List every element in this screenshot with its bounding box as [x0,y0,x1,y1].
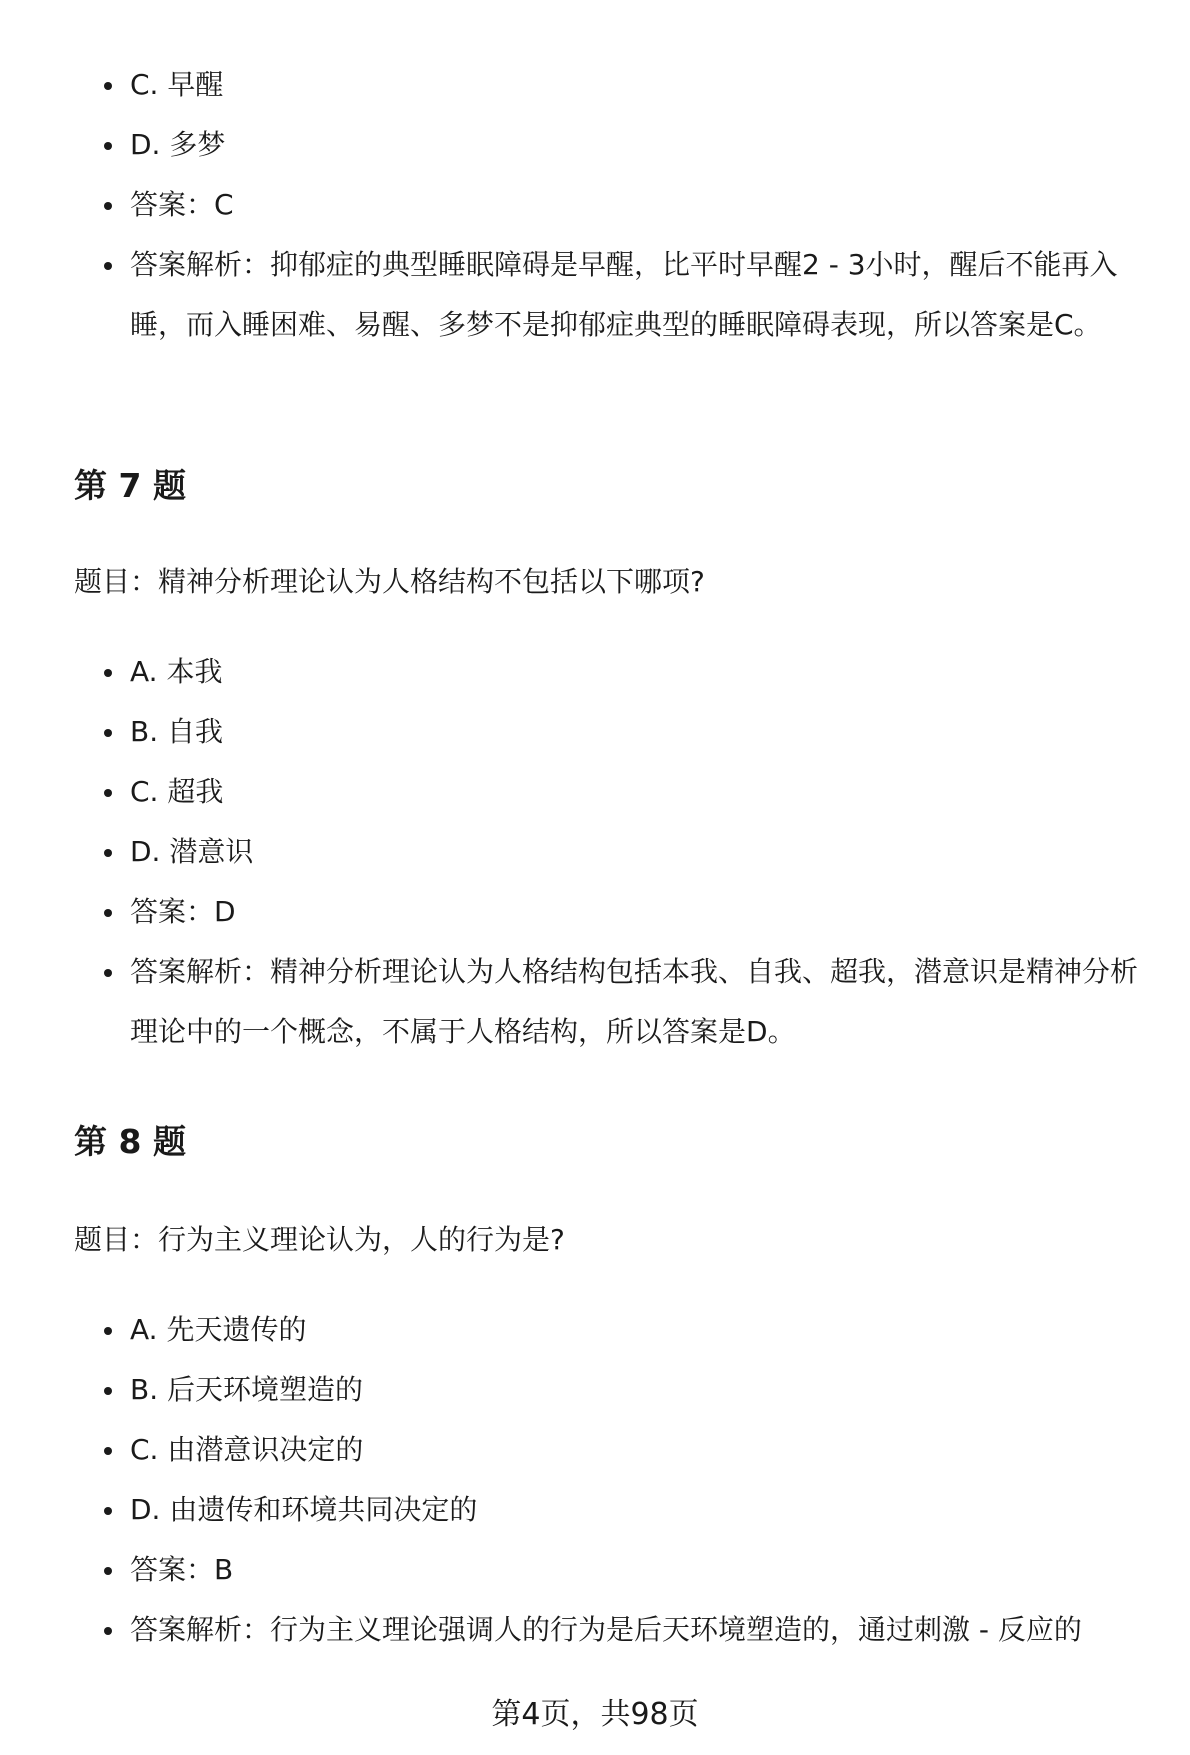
question-8-heading: 第 8 题 [74,1122,186,1161]
page-number-footer: 第4页，共98页 [491,1697,699,1732]
answer: 答案：B [0,1540,1190,1600]
answer: 答案：C [0,175,1190,235]
option-c: C. 早醒 [0,55,1190,115]
question-7-heading: 第 7 题 [74,466,186,505]
option-c: C. 由潜意识决定的 [0,1420,1190,1480]
option-a: A. 先天遗传的 [0,1300,1190,1360]
question-6-continuation-list [0,55,1190,355]
answer-explanation: 答案解析：抑郁症的典型睡眠障碍是早醒，比平时早醒2 - 3小时，醒后不能再入睡，而入睡困难、易醒、多梦不是抑郁症典型的睡眠障碍表现，所以答案是C。 [0,235,1190,355]
question-8-text: 题目：行为主义理论认为，人的行为是? [74,1223,565,1256]
answer-explanation: 答案解析：行为主义理论强调人的行为是后天环境塑造的，通过刺激 - 反应的 [0,1600,1190,1660]
option-a: A. 本我 [0,642,1190,702]
option-d: D. 多梦 [0,115,1190,175]
option-b: B. 后天环境塑造的 [0,1360,1190,1420]
option-d: D. 潜意识 [0,822,1190,882]
question-7-text: 题目：精神分析理论认为人格结构不包括以下哪项? [74,565,705,598]
option-c: C. 超我 [0,762,1190,822]
option-d: D. 由遗传和环境共同决定的 [0,1480,1190,1540]
answer: 答案：D [0,882,1190,942]
question-7-options-list [0,642,1190,1062]
answer-explanation: 答案解析：精神分析理论认为人格结构包括本我、自我、超我，潜意识是精神分析理论中的一个概念，不属于人格结构，所以答案是D。 [0,942,1190,1062]
option-b: B. 自我 [0,702,1190,762]
question-8-options-list [0,1300,1190,1660]
